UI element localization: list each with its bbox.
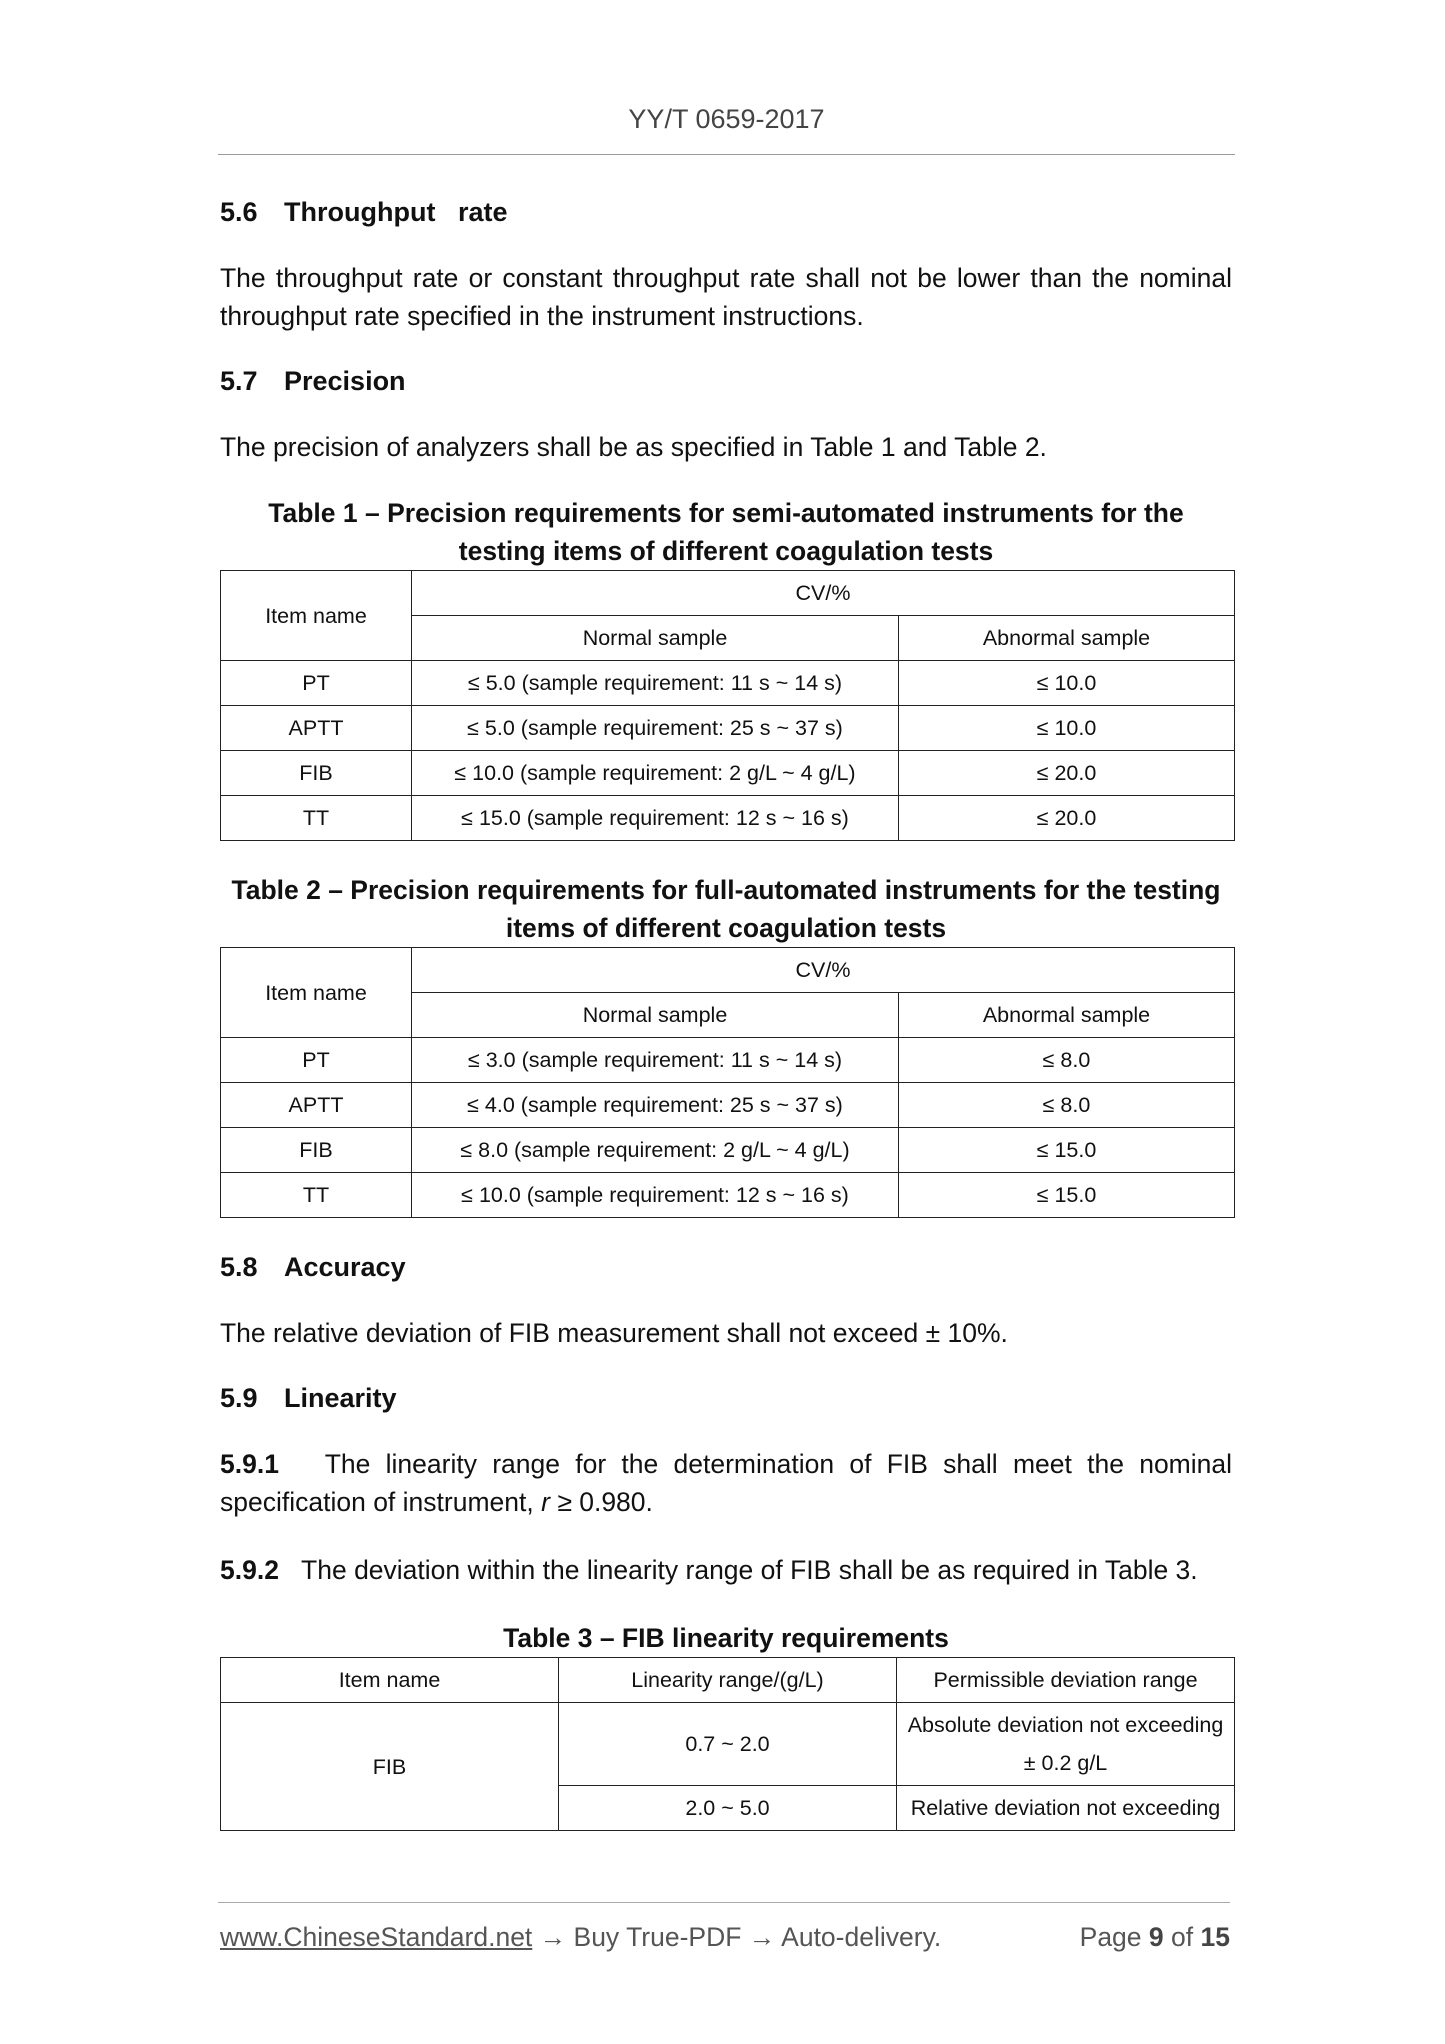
table-row [221,751,1235,796]
table-2-caption [220,871,1232,947]
section-number: 5.6 [220,197,258,227]
cell-item: FIB [221,751,412,796]
header-cell-range: Linearity range/(g/L) [559,1658,897,1703]
caption-line: Table 1 – Precision requirements for semi-automated instruments for the [268,498,1184,528]
cell-abnormal: ≤ 15.0 [899,1173,1235,1218]
footer-tagline: → Buy True-PDF → Auto-delivery. [532,1922,942,1952]
header-cell-cv: CV/% [412,948,1235,993]
section-title: Accuracy [284,1252,406,1282]
table-row [221,661,1235,706]
section-number: 5.7 [220,366,258,396]
cell-deviation: Relative deviation not exceeding [897,1786,1235,1831]
header-cell-item: Item name [221,1658,559,1703]
header-cell-deviation: Permissible deviation range [897,1658,1235,1703]
section-title: Precision [284,366,406,396]
header-cell-normal: Normal sample [412,616,899,661]
cell-abnormal: ≤ 8.0 [899,1083,1235,1128]
cell-normal: ≤ 10.0 (sample requirement: 12 s ~ 16 s) [412,1173,899,1218]
clause-number: 5.9.1 [220,1449,279,1479]
of-label: of [1171,1922,1194,1952]
header-cell-cv: CV/% [412,571,1235,616]
table-row [221,796,1235,841]
cell-abnormal: ≤ 10.0 [899,661,1235,706]
page-total: 15 [1200,1922,1230,1952]
section-body-5-8: The relative deviation of FIB measurement shall not exceed ± 10%. [220,1318,1008,1348]
page-footer [220,1922,1230,1953]
clause-5-9-2 [220,1551,1232,1589]
table-row [221,1038,1235,1083]
page-header: YY/T 0659-2017 [628,104,825,134]
cell-item: FIB [221,1128,412,1173]
table-row [221,1083,1235,1128]
cell-item: TT [221,1173,412,1218]
cell-abnormal: ≤ 20.0 [899,796,1235,841]
cell-normal: ≤ 5.0 (sample requirement: 11 s ~ 14 s) [412,661,899,706]
page-label: Page [1079,1922,1142,1952]
section-body-5-7: The precision of analyzers shall be as specified in Table 1 and Table 2. [220,432,1047,462]
table-3 [220,1657,1235,1831]
cell-abnormal: ≤ 15.0 [899,1128,1235,1173]
deviation-line: Absolute deviation not exceeding [907,1713,1224,1737]
cell-item: APTT [221,1083,412,1128]
cell-range: 2.0 ~ 5.0 [559,1786,897,1831]
header-divider [218,154,1235,155]
cell-range: 0.7 ~ 2.0 [559,1703,897,1786]
table-header-row [221,1658,1235,1703]
cell-normal: ≤ 15.0 (sample requirement: 12 s ~ 16 s) [412,796,899,841]
clause-text: The deviation within the linearity range of FIB shall be as required in Table 3. [301,1555,1198,1585]
clause-variable: r [541,1487,550,1517]
page-number: 9 [1148,1922,1164,1952]
caption-line: Table 2 – Precision requirements for full-automated instruments for the testing [231,875,1221,905]
header-cell-abnormal: Abnormal sample [899,616,1235,661]
cell-abnormal: ≤ 8.0 [899,1038,1235,1083]
cell-normal: ≤ 10.0 (sample requirement: 2 g/L ~ 4 g/L) [412,751,899,796]
clause-5-9-1 [220,1445,1232,1521]
section-number: 5.8 [220,1252,258,1282]
table-header-row [221,948,1235,993]
clause-number: 5.9.2 [220,1555,279,1585]
section-title: Linearity [284,1383,397,1413]
website-link[interactable]: www.ChineseStandard.net [220,1922,533,1952]
section-number: 5.9 [220,1383,258,1413]
clause-text: The linearity range for the determination of FIB shall meet the nominal specification of instrument, [220,1449,1233,1517]
header-cell-abnormal: Abnormal sample [899,993,1235,1038]
table-1 [220,570,1235,841]
header-cell-normal: Normal sample [412,993,899,1038]
cell-normal: ≤ 8.0 (sample requirement: 2 g/L ~ 4 g/L) [412,1128,899,1173]
section-heading-5-9 [220,1381,1232,1415]
table-row [221,1173,1235,1218]
cell-abnormal: ≤ 10.0 [899,706,1235,751]
cell-item: PT [221,661,412,706]
cell-item: FIB [221,1703,559,1831]
cell-normal: ≤ 4.0 (sample requirement: 25 s ~ 37 s) [412,1083,899,1128]
footer-divider [218,1902,1230,1903]
section-title: Throughput rate [284,197,508,227]
page-indicator [1080,1922,1230,1953]
cell-normal: ≤ 5.0 (sample requirement: 25 s ~ 37 s) [412,706,899,751]
header-cell-item: Item name [221,948,412,1038]
table-1-caption [220,494,1232,570]
clause-text: ≥ 0.980. [557,1487,653,1517]
cell-item: TT [221,796,412,841]
section-heading-5-6 [220,195,1232,229]
table-row [221,1703,1235,1786]
section-heading-5-8 [220,1250,1232,1284]
table-2 [220,947,1235,1218]
table-header-row [221,571,1235,616]
table-3-caption: Table 3 – FIB linearity requirements [503,1623,949,1653]
page-content [220,195,1232,1831]
caption-line: items of different coagulation tests [505,913,947,943]
header-cell-item: Item name [221,571,412,661]
section-heading-5-7 [220,364,1232,398]
cell-item: APTT [221,706,412,751]
caption-line: testing items of different coagulation tests [458,536,994,566]
table-row [221,1128,1235,1173]
cell-item: PT [221,1038,412,1083]
cell-abnormal: ≤ 20.0 [899,751,1235,796]
cell-deviation [897,1703,1235,1786]
deviation-line: ± 0.2 g/L [1023,1751,1108,1775]
cell-normal: ≤ 3.0 (sample requirement: 11 s ~ 14 s) [412,1038,899,1083]
section-body-5-6: The throughput rate or constant throughput rate shall not be lower than the nominal throughput rate specified in the instrument instructions. [220,263,1232,331]
table-row [221,706,1235,751]
